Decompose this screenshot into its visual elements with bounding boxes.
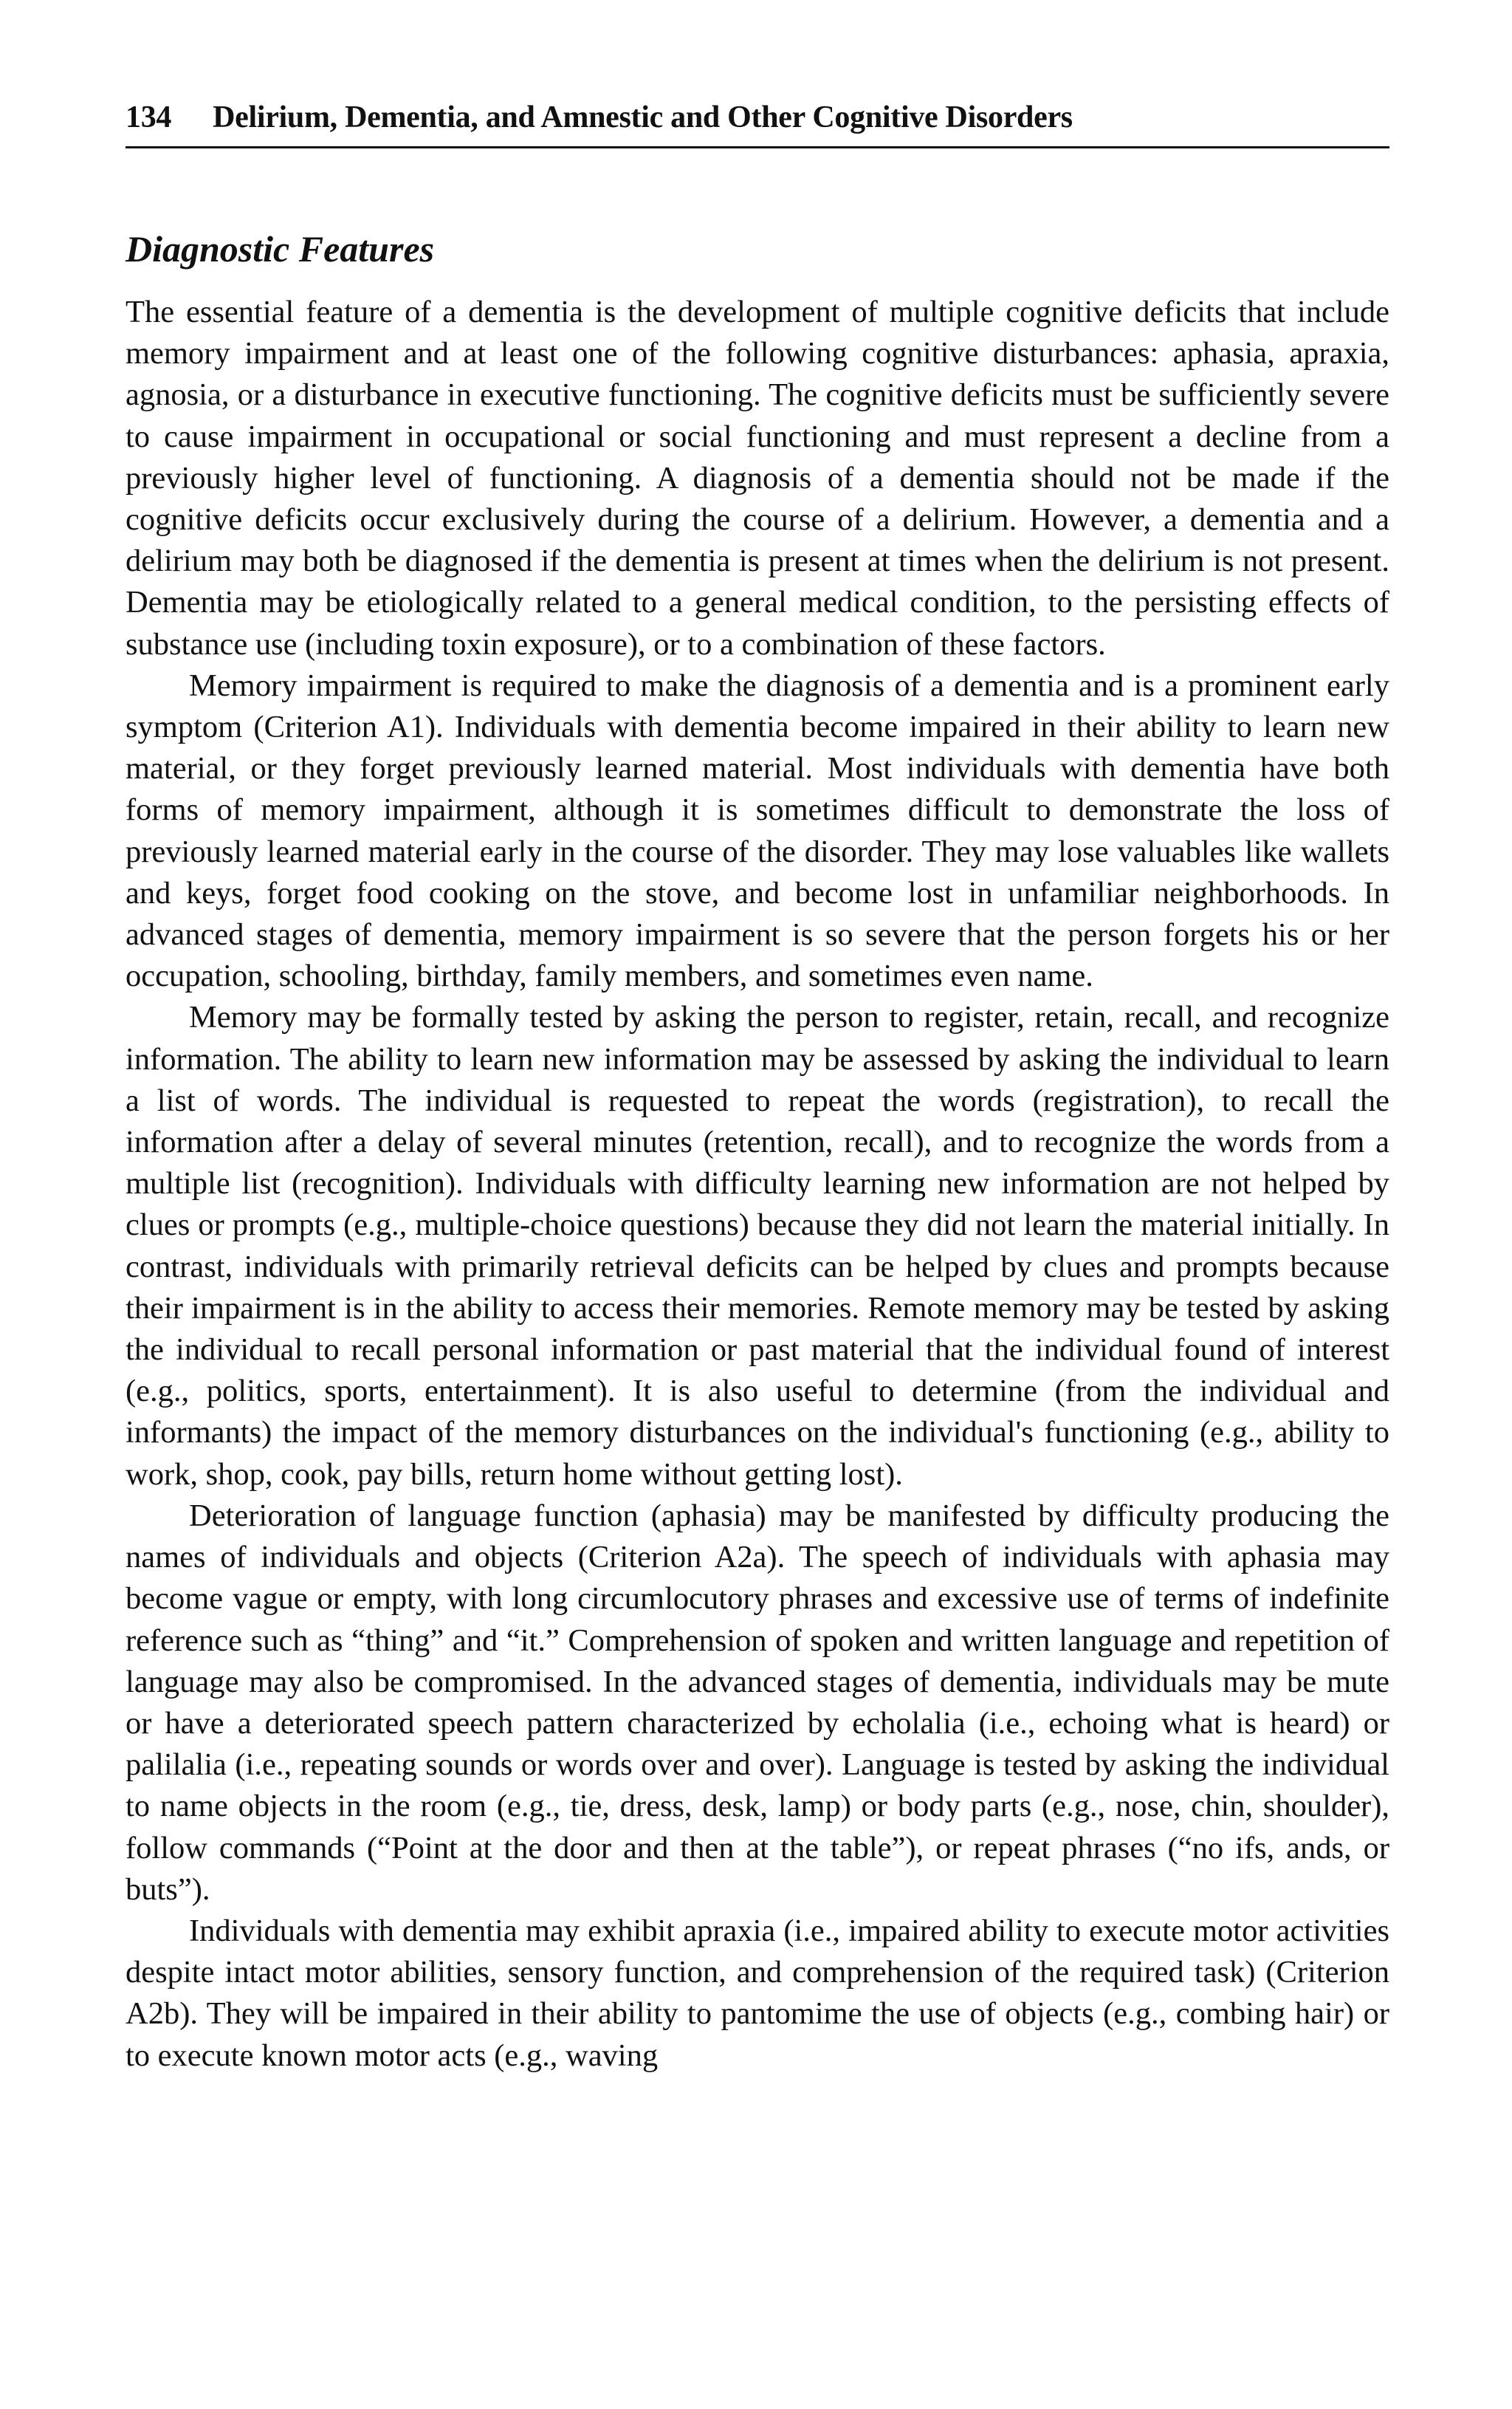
section-title: Diagnostic Features [126, 228, 435, 270]
paragraph: Memory impairment is required to make the diagnosis of a dementia and is a prominent early symptom (Criterion A1). Individuals with dementia become impaired in their ability to learn new material, or they forget previously learned material. Most individuals with dementia have both forms of memory impairment, although it is sometimes difficult to demonstrate the loss of previously learned material early in the course of the disorder. They may lose valuables like wallets and keys, forget food cooking on the stove, and become lost in unfamiliar neighborhoods. In advanced stages of dementia, memory impairment is so severe that the person forgets his or her occupation, schooling, birthday, family members, and sometimes even name. [126, 668, 1389, 994]
paragraph: Individuals with dementia may exhibit apraxia (i.e., impaired ability to execute motor activities despite intact motor abilities, sensory function, and comprehension of the required task) (Criterion A2b). They will be impaired in their ability to pantomime the use of objects (e.g., combing hair) or to execute known motor acts (e.g., waving [126, 1913, 1389, 2073]
running-header [126, 96, 1389, 139]
page-number: 134 [126, 100, 172, 134]
book-page [126, 96, 1389, 2077]
paragraph: Deterioration of language function (aphasia) may be manifested by difficulty producing the names of individuals and objects (Criterion A2a). The speech of individuals with aphasia may become vague or empty, with long circumlocutory phrases and excessive use of terms of indefinite reference such as “thing” and “it.” Comprehension of spoken and written language and repetition of language may also be compromised. In the advanced stages of dementia, individuals may be mute or have a deteriorated speech pattern characterized by echolalia (i.e., echoing what is heard) or palilalia (i.e., repeating sounds or words over and over). Language is tested by asking the individual to name objects in the room (e.g., tie, dress, desk, lamp) or body parts (e.g., nose, chin, shoulder), follow commands (“Point at the door and then at the table”), or repeat phrases (“no ifs, ands, or buts”). [126, 1498, 1389, 1907]
running-title: Delirium, Dementia, and Amnestic and Other Cognitive Disorders [213, 100, 1073, 134]
paragraph: Memory may be formally tested by asking the person to register, retain, recall, and recognize information. The ability to learn new information may be assessed by asking the individual to learn a list of words. The individual is requested to repeat the words (registration), to recall the information after a delay of several minutes (retention, recall), and to recognize the words from a multiple list (recognition). Individuals with difficulty learning new information are not helped by clues or prompts (e.g., multiple-choice questions) because they did not learn the material initially. In contrast, individuals with primarily retrieval deficits can be helped by clues and prompts because their impairment is in the ability to access their memories. Remote memory may be tested by asking the individual to recall personal information or past material that the individual found of interest (e.g., politics, sports, entertainment). It is also useful to determine (from the individual and informants) the impact of the memory disturbances on the individual's functioning (e.g., ability to work, shop, cook, pay bills, return home without getting lost). [126, 1000, 1389, 1492]
paragraph: The essential feature of a dementia is the development of multiple cognitive deficits that include memory impairment and at least one of the following cognitive disturbances: aphasia, apraxia, agnosia, or a disturbance in executive functioning. The cognitive deficits must be sufficiently severe to cause impairment in occupational or social functioning and must represent a decline from a previously higher level of functioning. A diagnosis of a dementia should not be made if the cognitive deficits occur exclusively during the course of a delirium. However, a dementia and a delirium may both be diagnosed if the dementia is present at times when the delirium is not present. Dementia may be etiologically related to a general medical condition, to the persisting effects of substance use (including toxin exposure), or to a combination of these factors. [126, 295, 1389, 662]
header-rule [126, 146, 1389, 148]
body-text [126, 292, 1389, 2077]
